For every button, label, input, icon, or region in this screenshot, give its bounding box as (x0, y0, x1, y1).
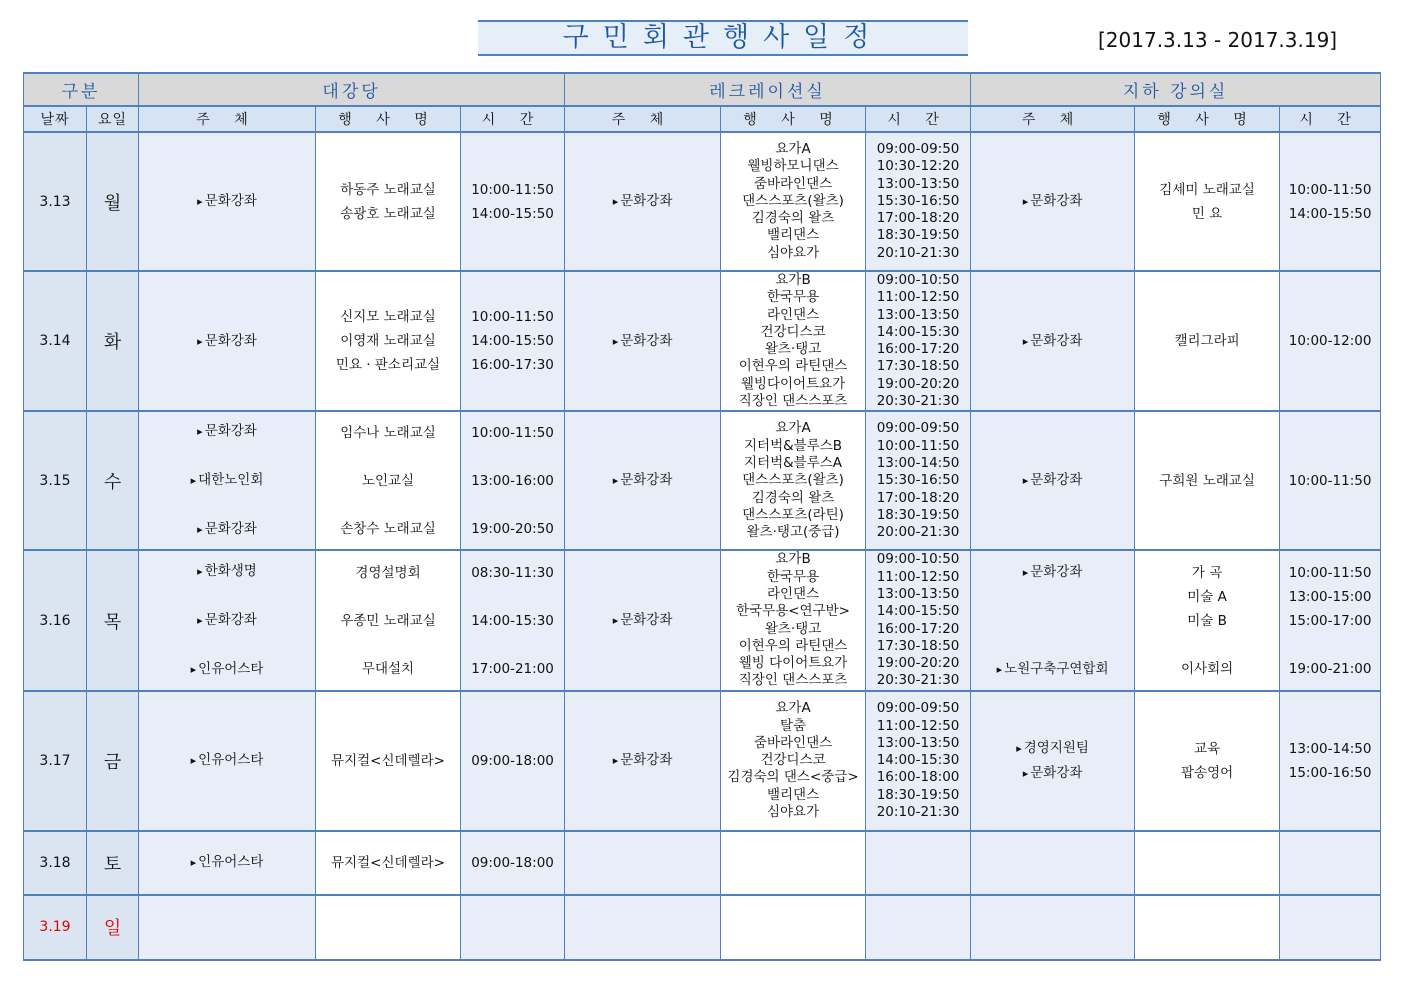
group-category: 구분 (24, 73, 139, 106)
host-name: ▸ 문화강좌 (139, 517, 315, 542)
basement-host-cell (971, 132, 1135, 271)
event-name: 댄스스포츠(왈츠) (742, 472, 844, 489)
auditorium-host-cell (139, 271, 316, 411)
col-event: 행 사 명 (1135, 106, 1280, 132)
col-day: 요일 (87, 106, 139, 132)
basement-time-cell (1280, 132, 1381, 271)
event-name: 왈츠·탱고 (764, 341, 822, 358)
basement-event-cell (1135, 550, 1280, 690)
auditorium-event-cell (316, 271, 461, 411)
event-time: 10:00-12:00 (1288, 333, 1372, 350)
event-name: 요가B (775, 551, 811, 568)
event-time: 09:00-09:50 (876, 140, 960, 157)
event-name: 댄스스포츠(라틴) (742, 506, 844, 523)
host-name: ▸ 문화강좌 (971, 468, 1134, 493)
event-name: 웰빙다이어트요가 (740, 375, 846, 392)
event-name: 직장인 댄스스포츠 (738, 393, 848, 410)
event-name: 왈츠·탱고(중급) (746, 524, 840, 541)
recreation-time-cell (866, 550, 971, 690)
event-time: 09:00-09:50 (876, 420, 960, 437)
event-name: 교육 (1194, 740, 1221, 757)
host-name: ▸ 문화강좌 (971, 761, 1134, 786)
schedule-row (24, 411, 1381, 550)
date-cell: 3.15 (24, 411, 87, 550)
auditorium-host-cell (139, 691, 316, 831)
col-host: 주 체 (971, 106, 1135, 132)
schedule-row (24, 895, 1381, 960)
event-time: 10:00-11:50 (876, 437, 960, 454)
blank-line (461, 633, 564, 657)
basement-host-cell (971, 895, 1135, 960)
event-name: 건강디스코 (760, 752, 826, 769)
event-time: 13:00-13:50 (876, 734, 960, 751)
host-name: ▸ 문화강좌 (565, 468, 720, 493)
col-time: 시 간 (1280, 106, 1381, 132)
event-time: 15:00-16:50 (1288, 764, 1372, 781)
event-time: 17:00-21:00 (471, 660, 554, 677)
weekday-cell: 일 (87, 895, 139, 960)
event-time: 20:00-21:30 (876, 524, 960, 541)
blank-line (461, 585, 564, 609)
host-name: ▸ 문화강좌 (139, 608, 315, 633)
event-name: 줌바라인댄스 (753, 175, 833, 192)
group-basement-lecture-room: 지하 강의실 (971, 73, 1381, 106)
host-name: ▸ 문화강좌 (139, 189, 315, 214)
event-name: 가 곡 (1191, 564, 1223, 581)
auditorium-host-cell (139, 550, 316, 690)
event-time: 13:00-16:00 (471, 472, 554, 489)
col-event: 행 사 명 (721, 106, 866, 132)
recreation-host-cell (565, 550, 721, 690)
col-host: 주 체 (139, 106, 316, 132)
blank-line (971, 609, 1134, 633)
event-time: 19:00-21:00 (1288, 660, 1372, 677)
event-name: 하동주 노래교실 (340, 181, 436, 198)
schedule-period: [2017.3.13 - 2017.3.19] (1098, 28, 1338, 52)
auditorium-event-cell (316, 831, 461, 895)
event-time: 14:00-15:50 (471, 205, 554, 222)
event-time: 10:00-11:50 (471, 309, 554, 326)
host-name: ▸ 인유어스타 (139, 657, 315, 682)
event-name: 김경숙의 왈츠 (751, 489, 835, 506)
group-header-row (24, 73, 1381, 106)
recreation-event-cell (721, 411, 866, 550)
event-time: 11:00-12:50 (876, 568, 960, 585)
event-name: 왈츠·탱고 (764, 620, 822, 637)
event-time: 09:00-10:50 (876, 272, 960, 288)
event-time: 09:00-18:00 (471, 854, 554, 871)
auditorium-event-cell (316, 132, 461, 271)
recreation-time-cell (866, 132, 971, 271)
date-cell: 3.13 (24, 132, 87, 271)
auditorium-time-cell (461, 132, 565, 271)
auditorium-event-cell (316, 895, 461, 960)
host-name: ▸ 문화강좌 (565, 189, 720, 214)
host-name: ▸ 인유어스타 (139, 748, 315, 773)
recreation-event-cell (721, 831, 866, 895)
event-name: 건강디스코 (760, 323, 826, 340)
event-name: 직장인 댄스스포츠 (738, 672, 848, 689)
blank-line (139, 444, 315, 468)
host-name: ▸ 문화강좌 (971, 329, 1134, 354)
event-name: 이현우의 라틴댄스 (738, 358, 848, 375)
auditorium-host-cell (139, 895, 316, 960)
event-time: 10:00-11:50 (1288, 564, 1372, 581)
basement-time-cell (1280, 895, 1381, 960)
blank-line (1135, 633, 1279, 657)
auditorium-event-cell (316, 550, 461, 690)
event-time: 16:00-18:00 (876, 769, 960, 786)
event-name: 웰빙 다이어트요가 (738, 655, 848, 672)
blank-line (461, 445, 564, 469)
event-time: 15:00-17:00 (1288, 612, 1372, 629)
column-header-row (24, 106, 1381, 132)
event-time: 15:30-16:50 (876, 472, 960, 489)
event-time: 10:00-11:50 (471, 424, 554, 441)
col-event: 행 사 명 (316, 106, 461, 132)
event-name: 한국무용<연구반> (736, 603, 850, 620)
blank-line (316, 493, 460, 517)
event-name: 요가A (775, 700, 811, 717)
event-time: 08:30-11:30 (471, 564, 554, 581)
event-name: 손창수 노래교실 (340, 520, 436, 537)
host-name: ▸ 인유어스타 (139, 850, 315, 875)
event-name: 밸리댄스 (766, 227, 820, 244)
basement-event-cell (1135, 271, 1280, 411)
blank-line (316, 445, 460, 469)
event-name: 댄스스포츠(왈츠) (742, 192, 844, 209)
event-time: 20:30-21:30 (876, 393, 960, 410)
event-name: 심야요가 (766, 803, 820, 820)
blank-line (139, 493, 315, 517)
event-name: 미술 A (1187, 588, 1227, 605)
event-name: 민요 · 판소리교실 (335, 357, 441, 374)
event-time: 20:10-21:30 (876, 803, 960, 820)
recreation-time-cell (866, 411, 971, 550)
event-name: 한국무용 (766, 568, 820, 585)
auditorium-time-cell (461, 411, 565, 550)
event-time: 16:00-17:20 (876, 620, 960, 637)
recreation-host-cell (565, 411, 721, 550)
recreation-time-cell (866, 895, 971, 960)
event-time: 13:00-15:00 (1288, 588, 1372, 605)
event-time: 13:00-13:50 (876, 306, 960, 323)
event-time: 18:30-19:50 (876, 227, 960, 244)
event-time: 09:00-10:50 (876, 551, 960, 568)
blank-line (316, 633, 460, 657)
event-time: 18:30-19:50 (876, 786, 960, 803)
event-time: 14:00-15:50 (471, 333, 554, 350)
date-cell: 3.16 (24, 550, 87, 690)
basement-host-cell (971, 831, 1135, 895)
host-name: ▸ 문화강좌 (139, 419, 315, 444)
event-name: 지터벅&블루스A (744, 454, 843, 471)
recreation-host-cell (565, 691, 721, 831)
event-name: 밸리댄스 (766, 786, 820, 803)
basement-time-cell (1280, 411, 1381, 550)
host-name: ▸ 경영지원팀 (971, 736, 1134, 761)
blank-line (971, 633, 1134, 657)
event-name: 우종민 노래교실 (340, 612, 436, 629)
group-auditorium: 대강당 (139, 73, 565, 106)
auditorium-time-cell (461, 550, 565, 690)
schedule-row (24, 132, 1381, 271)
event-time: 19:00-20:20 (876, 655, 960, 672)
event-time: 18:30-19:50 (876, 506, 960, 523)
basement-event-cell (1135, 831, 1280, 895)
weekday-cell: 월 (87, 132, 139, 271)
event-time: 19:00-20:20 (876, 375, 960, 392)
event-name: 이현우의 라틴댄스 (738, 637, 848, 654)
event-name: 팝송영어 (1180, 764, 1234, 781)
event-time: 10:00-11:50 (1288, 181, 1372, 198)
recreation-time-cell (866, 831, 971, 895)
event-time: 11:00-12:50 (876, 289, 960, 306)
event-time: 14:00-15:30 (471, 612, 554, 629)
event-name: 김세미 노래교실 (1159, 181, 1255, 198)
blank-line (139, 633, 315, 657)
col-time: 시 간 (461, 106, 565, 132)
blank-line (971, 585, 1134, 609)
event-time: 10:00-11:50 (1288, 472, 1372, 489)
event-name: 무대설치 (361, 660, 415, 677)
host-name: ▸ 대한노인회 (139, 468, 315, 493)
event-time: 13:00-14:50 (876, 454, 960, 471)
event-name: 라인댄스 (766, 585, 820, 602)
page-title: 구민회관행사일정 (478, 20, 968, 56)
recreation-event-cell (721, 691, 866, 831)
event-name: 캘리그라피 (1174, 333, 1240, 350)
event-time: 15:30-16:50 (876, 192, 960, 209)
auditorium-time-cell (461, 271, 565, 411)
event-name: 한국무용 (766, 289, 820, 306)
schedule-row (24, 550, 1381, 690)
weekday-cell: 금 (87, 691, 139, 831)
blank-line (461, 493, 564, 517)
event-time: 20:30-21:30 (876, 672, 960, 689)
event-name: 신지모 노래교실 (340, 309, 436, 326)
basement-time-cell (1280, 831, 1381, 895)
auditorium-host-cell (139, 411, 316, 550)
basement-event-cell (1135, 691, 1280, 831)
event-name: 줌바라인댄스 (753, 734, 833, 751)
event-name: 요가A (775, 420, 811, 437)
recreation-time-cell (866, 691, 971, 831)
event-time: 17:30-18:50 (876, 637, 960, 654)
auditorium-event-cell (316, 411, 461, 550)
recreation-host-cell (565, 271, 721, 411)
auditorium-host-cell (139, 132, 316, 271)
weekday-cell: 수 (87, 411, 139, 550)
group-recreation-room: 레크레이션실 (565, 73, 971, 106)
recreation-host-cell (565, 895, 721, 960)
host-name: ▸ 문화강좌 (139, 329, 315, 354)
event-time: 13:00-13:50 (876, 585, 960, 602)
event-time: 16:00-17:20 (876, 341, 960, 358)
recreation-host-cell (565, 132, 721, 271)
auditorium-event-cell (316, 691, 461, 831)
event-name: 요가A (775, 140, 811, 157)
host-name: ▸ 문화강좌 (971, 560, 1134, 585)
event-time: 14:00-15:50 (1288, 205, 1372, 222)
event-name: 라인댄스 (766, 306, 820, 323)
event-time: 11:00-12:50 (876, 717, 960, 734)
event-name: 김경숙의 왈츠 (751, 210, 835, 227)
event-name: 김경숙의 댄스<중급> (727, 769, 859, 786)
host-name: ▸ 문화강좌 (565, 748, 720, 773)
blank-line (139, 584, 315, 608)
weekday-cell: 토 (87, 831, 139, 895)
date-cell: 3.18 (24, 831, 87, 895)
basement-event-cell (1135, 132, 1280, 271)
recreation-event-cell (721, 132, 866, 271)
recreation-time-cell (866, 271, 971, 411)
event-time: 17:30-18:50 (876, 358, 960, 375)
host-name: ▸ 문화강좌 (971, 189, 1134, 214)
event-schedule-table (23, 72, 1381, 961)
date-cell: 3.14 (24, 271, 87, 411)
basement-host-cell (971, 550, 1135, 690)
event-time: 14:00-15:30 (876, 752, 960, 769)
event-name: 심야요가 (766, 244, 820, 261)
event-name: 뮤지컬<신데렐라> (331, 854, 445, 871)
event-time: 10:30-12:20 (876, 158, 960, 175)
event-name: 경영설명회 (355, 564, 421, 581)
event-name: 송광호 노래교실 (340, 205, 436, 222)
event-name: 이영재 노래교실 (340, 333, 436, 350)
event-name: 뮤지컬<신데렐라> (331, 752, 445, 769)
recreation-event-cell (721, 895, 866, 960)
auditorium-host-cell (139, 831, 316, 895)
date-cell: 3.17 (24, 691, 87, 831)
col-time: 시 간 (866, 106, 971, 132)
date-cell: 3.19 (24, 895, 87, 960)
basement-host-cell (971, 411, 1135, 550)
recreation-event-cell (721, 271, 866, 411)
event-time: 14:00-15:50 (876, 603, 960, 620)
recreation-event-cell (721, 550, 866, 690)
blank-line (316, 585, 460, 609)
basement-host-cell (971, 691, 1135, 831)
schedule-row (24, 271, 1381, 411)
host-name: ▸ 한화생명 (139, 559, 315, 584)
weekday-cell: 목 (87, 550, 139, 690)
basement-time-cell (1280, 271, 1381, 411)
event-time: 16:00-17:30 (471, 357, 554, 374)
host-name: ▸ 노원구축구연합회 (971, 657, 1134, 682)
event-name: 구희원 노래교실 (1159, 472, 1255, 489)
weekday-cell: 화 (87, 271, 139, 411)
event-name: 웰빙하모니댄스 (747, 158, 839, 175)
basement-event-cell (1135, 895, 1280, 960)
event-time: 20:10-21:30 (876, 244, 960, 261)
basement-time-cell (1280, 550, 1381, 690)
basement-time-cell (1280, 691, 1381, 831)
col-host: 주 체 (565, 106, 721, 132)
event-time: 09:00-18:00 (471, 752, 554, 769)
auditorium-time-cell (461, 691, 565, 831)
blank-line (1280, 633, 1380, 657)
event-time: 13:00-13:50 (876, 175, 960, 192)
event-name: 노인교실 (361, 472, 415, 489)
basement-host-cell (971, 271, 1135, 411)
host-name: ▸ 문화강좌 (565, 329, 720, 354)
event-time: 10:00-11:50 (471, 181, 554, 198)
event-name: 이사회의 (1180, 660, 1234, 677)
schedule-row (24, 691, 1381, 831)
event-name: 임수나 노래교실 (340, 424, 436, 441)
event-name: 요가B (775, 272, 811, 288)
event-time: 19:00-20:50 (471, 520, 554, 537)
event-name: 탈춤 (780, 717, 807, 734)
recreation-host-cell (565, 831, 721, 895)
host-name: ▸ 문화강좌 (565, 608, 720, 633)
auditorium-time-cell (461, 895, 565, 960)
auditorium-time-cell (461, 831, 565, 895)
event-time: 14:00-15:30 (876, 323, 960, 340)
event-name: 민 요 (1191, 205, 1223, 222)
basement-event-cell (1135, 411, 1280, 550)
event-time: 17:00-18:20 (876, 210, 960, 227)
event-time: 17:00-18:20 (876, 489, 960, 506)
event-name: 미술 B (1187, 612, 1227, 629)
event-time: 13:00-14:50 (1288, 740, 1372, 757)
schedule-row (24, 831, 1381, 895)
event-name: 지터벅&블루스B (744, 437, 843, 454)
col-date: 날짜 (24, 106, 87, 132)
event-time: 09:00-09:50 (876, 700, 960, 717)
